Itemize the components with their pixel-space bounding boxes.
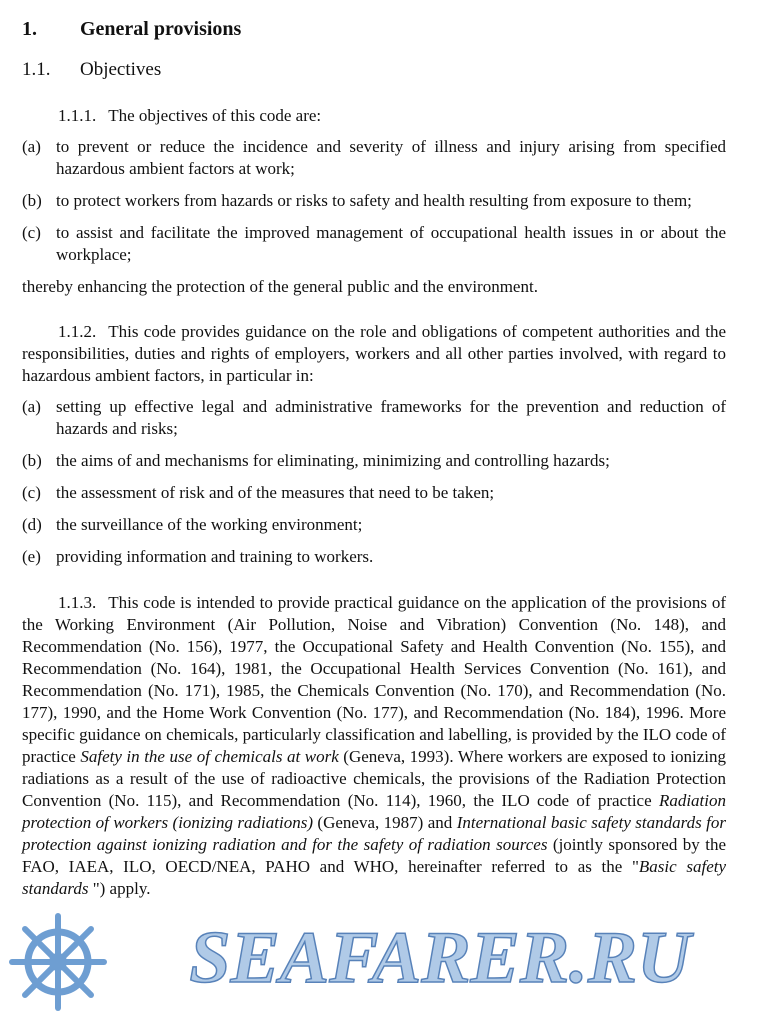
paragraph-intro: The objectives of this code are: <box>108 106 322 125</box>
section-number: 1. <box>22 18 37 40</box>
paragraph-text: (Geneva, 1993). Where workers are exposed to ionizing radiations as a result of the use of radioactive chemicals, the provisions of the Radiation Protection Convention (No. 115), and Recommendation (No. 114), 1960, the ILO code of practice <box>22 747 726 810</box>
list-item-label: (e) <box>22 547 41 566</box>
paragraph-intro: This code provides guidance on the role and obligations of competent authorities and the responsibilities, duties and rights of employers, workers and all other parties involved, with regard to hazardous ambient factors, in particular in: <box>22 322 726 385</box>
list-item <box>22 482 726 504</box>
list-item <box>22 136 726 180</box>
paragraph-text: This code is intended to provide practical guidance on the application of the provisions of the Working Environment (Air Pollution, Noise and Vibration) Convention (No. 148), and Recommendation (No. 156), 1977, the Occupational Safety and Health Convention (No. 155), and Recommendation (No. 164), 1981, the Occupational Health Services Convention (No. 161), and Recommendation (No. 171), 1985, the Chemicals Convention (No. 170), and Recommendation (No. 177), 1990, and the Home Work Convention (No. 177), and Recommendation (No. 184), 1996. More specific guidance on chemicals, particularly classification and labelling, is provided by the ILO code of practice <box>22 593 726 766</box>
document-page <box>22 18 726 909</box>
paragraph-closing: thereby enhancing the protection of the general public and the environment. <box>22 277 538 296</box>
publication-title: Basic safety standards <box>22 857 727 898</box>
list-item-text: to assist and facilitate the improved management of occupational health issues in or about the workplace; <box>56 223 726 264</box>
list-item <box>22 222 726 266</box>
paragraph-number: 1.1.2. <box>58 322 97 341</box>
publication-title: International basic safety standards for protection against ionizing radiation and for the safety of radiation sources <box>22 813 727 854</box>
list-item <box>22 546 726 568</box>
list-item <box>22 396 726 440</box>
paragraph-text: (jointly sponsored by the FAO, IAEA, ILO, OECD/NEA, PAHO and WHO, hereinafter referred to as the " <box>22 835 727 876</box>
list-item-label: (a) <box>22 397 41 416</box>
list-item-text: to prevent or reduce the incidence and severity of illness and injury arising from specified hazardous ambient factors at work; <box>56 137 726 178</box>
list-item-label: (d) <box>22 515 42 534</box>
list-item-label: (b) <box>22 451 42 470</box>
section-heading <box>22 18 726 41</box>
subsection-heading <box>22 59 726 81</box>
paragraph-1-1-3 <box>22 592 726 900</box>
subsection-number: 1.1. <box>22 59 51 80</box>
list-item-label: (a) <box>22 137 41 156</box>
ship-wheel-icon <box>12 916 104 1008</box>
paragraph-number: 1.1.3. <box>58 593 97 612</box>
watermark <box>0 904 768 1014</box>
list-item-label: (b) <box>22 191 42 210</box>
list-item-text: setting up effective legal and administrative frameworks for the prevention and reduction of hazards and risks; <box>56 397 726 438</box>
list-item-text: to protect workers from hazards or risks to safety and health resulting from exposure to them; <box>56 191 692 210</box>
paragraph-text: ") apply. <box>88 879 151 898</box>
list-item <box>22 190 726 212</box>
list-item-text: the surveillance of the working environment; <box>56 515 363 534</box>
paragraph-number: 1.1.1. <box>58 106 97 125</box>
publication-title: Radiation protection of workers (ionizing radiations) <box>22 791 726 832</box>
list-item-text: providing information and training to workers. <box>56 547 374 566</box>
publication-title: Safety in the use of chemicals at work <box>80 747 339 766</box>
section-title: General provisions <box>80 18 242 40</box>
list-item-label: (c) <box>22 483 41 502</box>
list-item-text: the assessment of risk and of the measures that need to be taken; <box>56 483 495 502</box>
list-item-label: (c) <box>22 223 41 242</box>
subsection-title: Objectives <box>80 59 162 80</box>
paragraph-text: (Geneva, 1987) and <box>312 813 457 832</box>
list-item <box>22 514 726 536</box>
list-item <box>22 450 726 472</box>
watermark-text: SEAFARER.RU <box>189 917 691 999</box>
paragraph-1-1-2 <box>22 321 726 387</box>
list-item-text: the aims of and mechanisms for eliminating, minimizing and controlling hazards; <box>56 451 610 470</box>
paragraph-1-1-1 <box>22 105 726 127</box>
spacer <box>22 578 726 592</box>
